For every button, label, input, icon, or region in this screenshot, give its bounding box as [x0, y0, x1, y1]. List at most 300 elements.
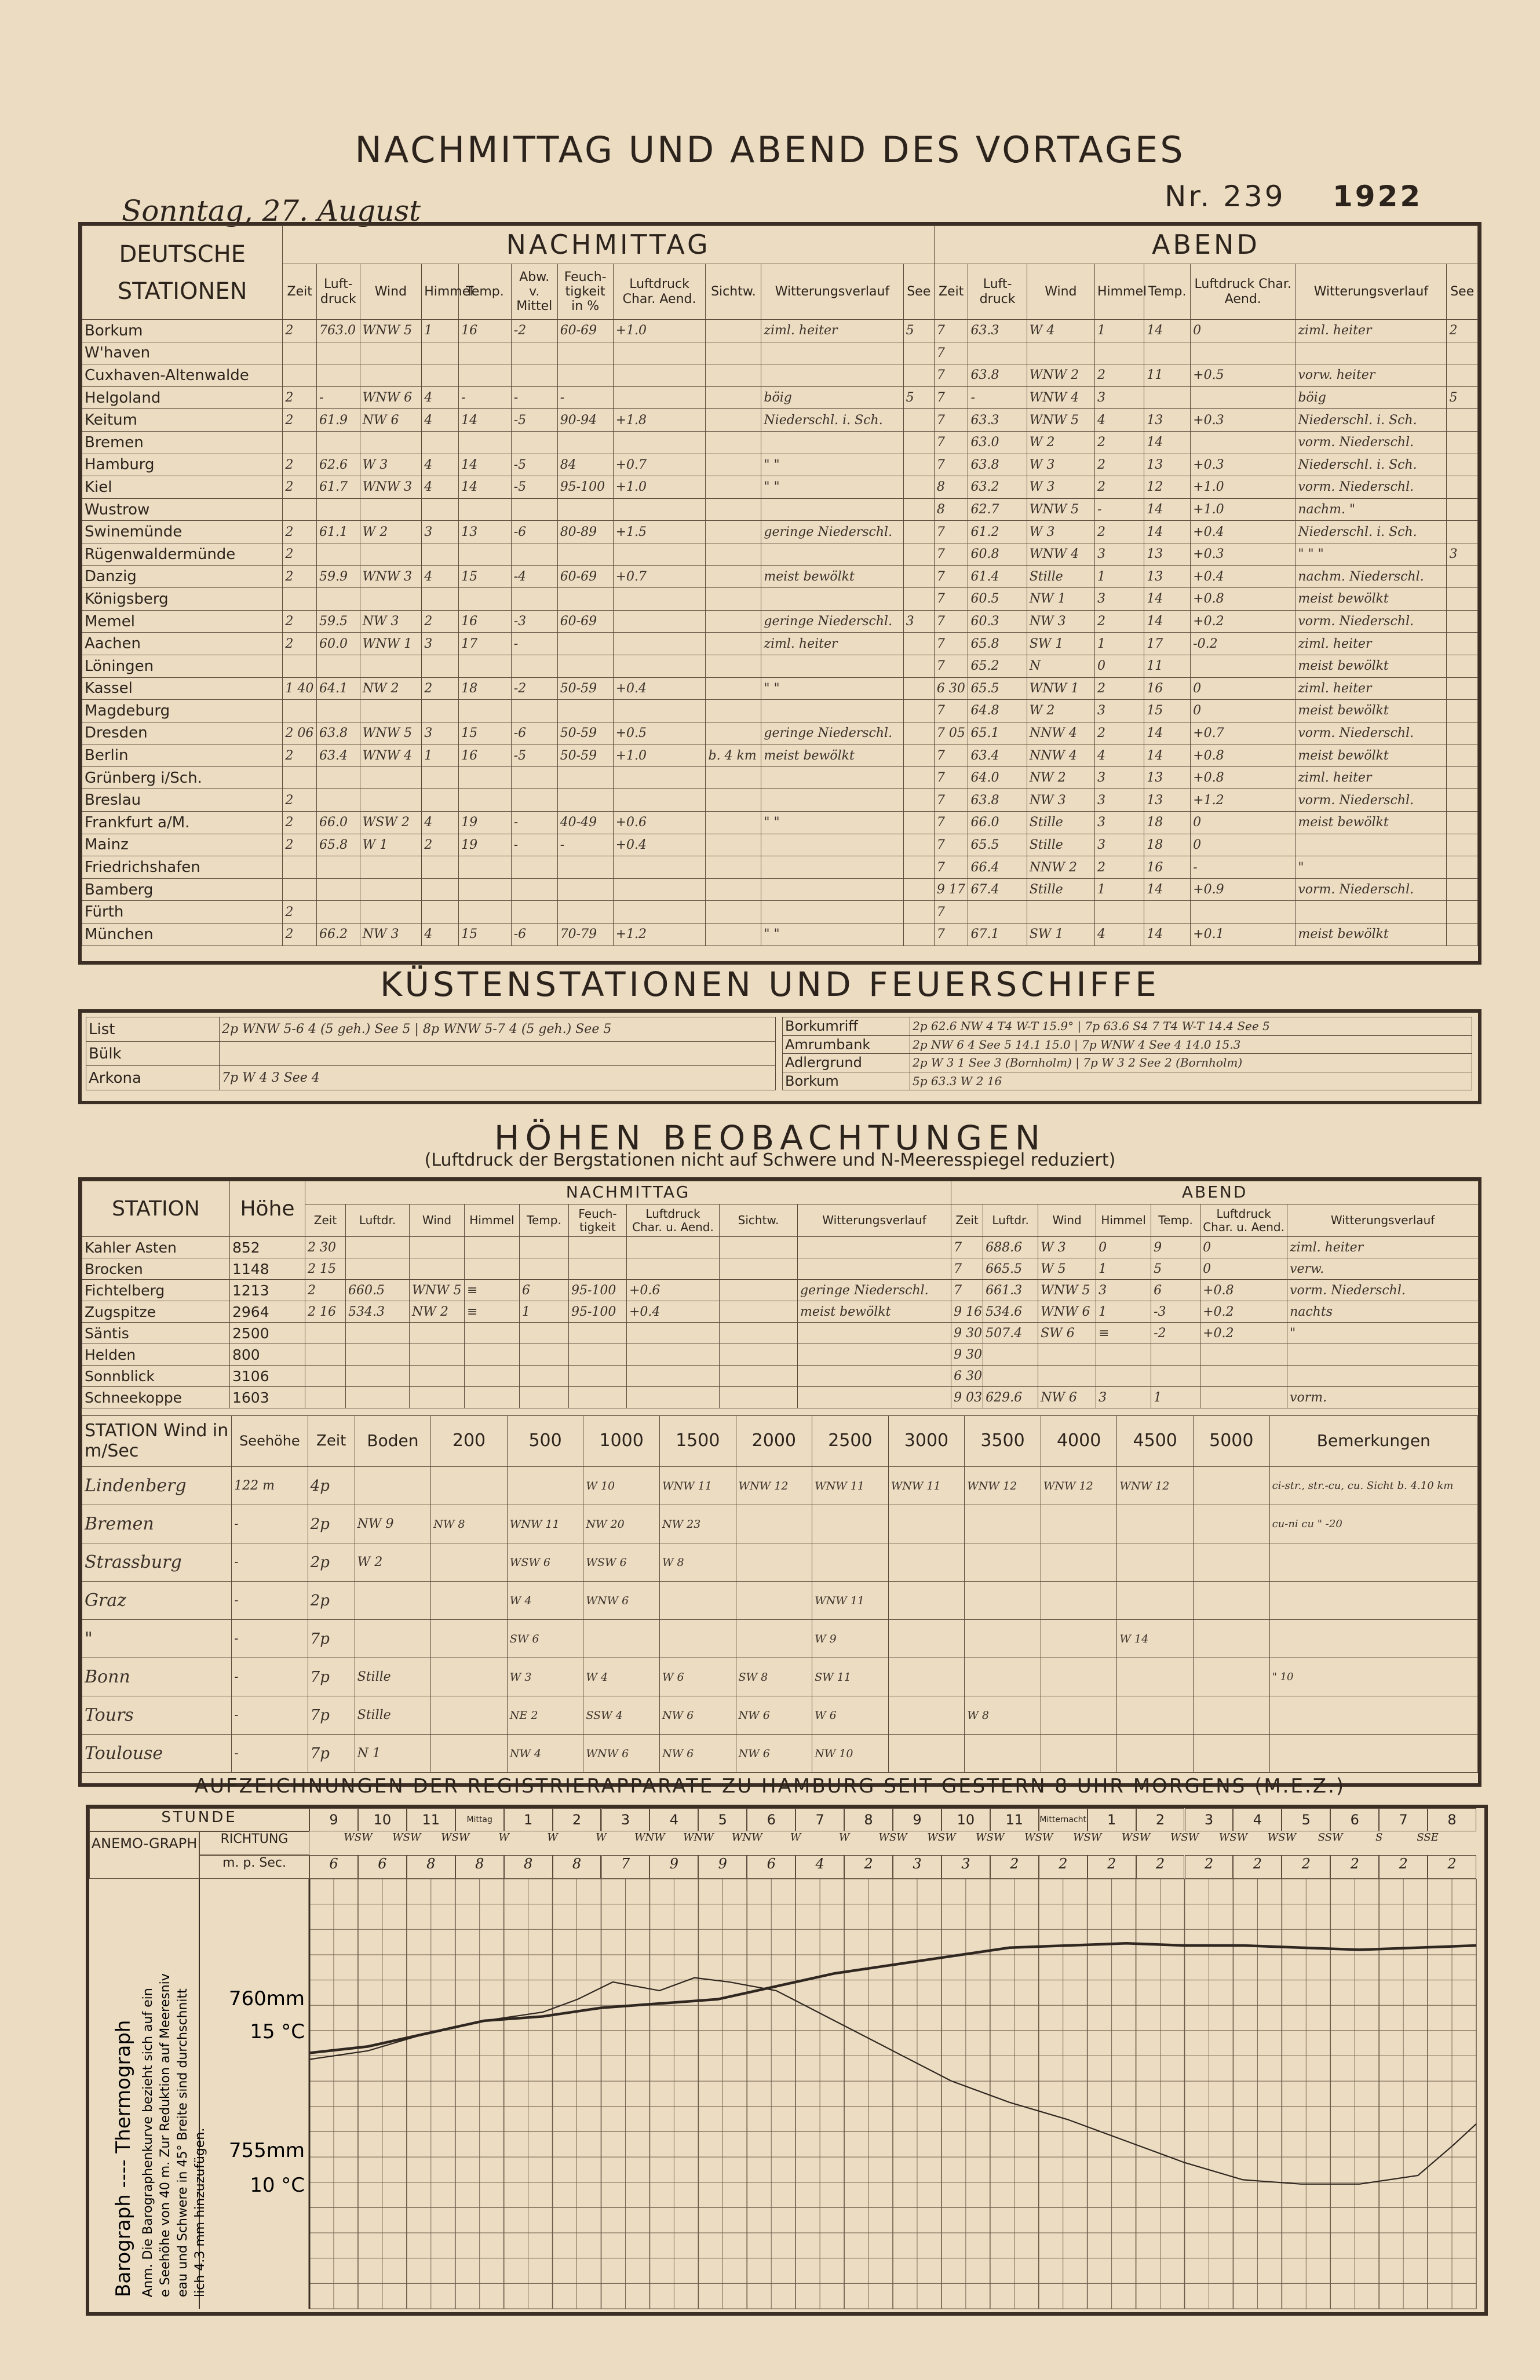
ab-cell: 7 — [934, 834, 968, 856]
coast-entry: 5p 63.3 W 2 16 — [910, 1072, 1472, 1090]
hoehen-nm-cell: 1 — [520, 1301, 569, 1323]
hoehen-nm-cell: ≡ — [465, 1301, 520, 1323]
table-row — [82, 1543, 1478, 1582]
ab-cell: +0.5 — [1191, 364, 1296, 387]
wind-level-cell — [888, 1735, 965, 1773]
wind-speed-value: 7 — [601, 1855, 650, 1879]
nm-cell — [706, 588, 761, 611]
ab-cell: 8 — [934, 476, 968, 499]
hoehen-abend-header: ABEND — [951, 1181, 1479, 1204]
ab-cell: +0.3 — [1191, 454, 1296, 476]
wind-level-cell — [736, 1505, 812, 1543]
ab-cell: 0 — [1191, 320, 1296, 342]
wind-level-cell: NW 6 — [659, 1696, 736, 1735]
station-name: Hamburg — [82, 454, 283, 476]
hoehen-nm-cell — [569, 1366, 627, 1387]
coast-entry: 7p W 4 3 See 4 — [220, 1066, 776, 1090]
nm-cell: 3 — [422, 633, 459, 655]
hoehen-ab-cell: 0 — [1096, 1237, 1151, 1258]
wind-level-header: 1500 — [659, 1416, 736, 1467]
wind-speed-value: 2 — [1379, 1855, 1428, 1879]
nm-cell — [706, 409, 761, 432]
ab-cell: 67.1 — [968, 923, 1027, 946]
ab-cell: ziml. heiter — [1296, 766, 1447, 789]
nm-cell: 4 — [422, 409, 459, 432]
wind-direction-value: WSW — [927, 1831, 956, 1844]
table-row — [82, 386, 1478, 409]
table-row — [82, 588, 1478, 611]
nm-cell — [422, 655, 459, 677]
nm-cell — [360, 364, 422, 387]
ab-cell: 4 — [1094, 744, 1144, 767]
nm-cell: 95-100 — [557, 476, 613, 499]
hoehen-ab-cell — [1151, 1344, 1200, 1366]
nm-cell: -6 — [511, 923, 557, 946]
wind-level-cell — [431, 1467, 508, 1505]
nm-cell — [706, 700, 761, 722]
ab-cell: W 3 — [1027, 454, 1094, 476]
wind-level-cell: WNW 11 — [507, 1505, 583, 1543]
nm-cell — [283, 588, 317, 611]
nm-cell — [511, 766, 557, 789]
wind-boden: W 2 — [355, 1543, 431, 1582]
ab-cell: 3 — [1094, 789, 1144, 812]
wind-level-cell — [888, 1543, 965, 1582]
wind-level-cell: WNW 11 — [888, 1467, 965, 1505]
nm-cell: 61.1 — [317, 521, 360, 543]
wind-speed-value: 8 — [407, 1855, 455, 1879]
nm-cell — [903, 454, 934, 476]
ab-cell: 3 — [1094, 766, 1144, 789]
nm-cell — [422, 342, 459, 364]
hoehen-ab-cell: 3 — [1096, 1280, 1151, 1301]
nm-cell: 1 40 — [283, 677, 317, 700]
wind-level-cell — [431, 1735, 508, 1773]
nm-cell: +1.8 — [613, 409, 706, 432]
nm-cell: 50-59 — [557, 722, 613, 744]
wind-level-cell — [431, 1582, 508, 1620]
nm-cell — [317, 543, 360, 565]
wind-level-header: 3500 — [965, 1416, 1041, 1467]
ab-cell: 7 — [934, 431, 968, 454]
wind-level-cell: W 14 — [1117, 1620, 1194, 1658]
mountain-station: Säntis — [82, 1323, 230, 1344]
ab-cell — [1447, 565, 1478, 588]
nm-cell — [706, 364, 761, 387]
ab-cell: NNW 2 — [1027, 856, 1094, 879]
ab-cell: 17 — [1144, 633, 1191, 655]
nm-cell — [317, 766, 360, 789]
nm-cell — [511, 789, 557, 812]
hoehen-nm-cell — [346, 1323, 410, 1344]
nm-cell: 15 — [459, 722, 512, 744]
station-name: Swinemünde — [82, 521, 283, 543]
ab-cell — [1447, 454, 1478, 476]
coast-station: Amrumbank — [783, 1035, 910, 1054]
ab-cell: 3 — [1447, 543, 1478, 565]
hoehen-nm-col-header: Zeit — [305, 1204, 346, 1237]
wind-direction-value: W — [498, 1831, 509, 1844]
ab-cell: +0.8 — [1191, 588, 1296, 611]
hour-label: 6 — [747, 1808, 795, 1831]
nm-cell — [360, 431, 422, 454]
nm-cell: böig — [761, 386, 903, 409]
wind-level-cell — [888, 1582, 965, 1620]
hoehen-nm-cell — [627, 1366, 720, 1387]
wind-level-cell: WNW 12 — [965, 1467, 1041, 1505]
nm-cell: 4 — [422, 565, 459, 588]
hoehen-nm-cell — [798, 1366, 951, 1387]
table-row — [82, 878, 1478, 901]
hour-label: 8 — [844, 1808, 893, 1831]
ab-cell: 60.5 — [968, 588, 1027, 611]
nm-cell — [459, 789, 512, 812]
nm-cell: WNW 3 — [360, 565, 422, 588]
station-name: Danzig — [82, 565, 283, 588]
ab-cell: nachm. Niederschl. — [1296, 565, 1447, 588]
ab-cell: 7 — [934, 700, 968, 722]
station-name: W'haven — [82, 342, 283, 364]
ab-cell — [1447, 677, 1478, 700]
hoehen-ab-cell: 9 30 — [951, 1323, 983, 1344]
station-name: Rügenwaldermünde — [82, 543, 283, 565]
wind-level-cell — [1041, 1735, 1117, 1773]
nm-cell — [360, 766, 422, 789]
hoehen-nm-cell — [410, 1344, 465, 1366]
nm-cell — [903, 856, 934, 879]
ab-cell — [1447, 901, 1478, 923]
ab-cell: 4 — [1094, 923, 1144, 946]
ab-cell — [1447, 476, 1478, 499]
nm-cell: 64.1 — [317, 677, 360, 700]
ab-cell — [1447, 878, 1478, 901]
station-altitude: 800 — [230, 1344, 305, 1366]
wind-level-cell — [659, 1582, 736, 1620]
wind-station: Strassburg — [82, 1543, 232, 1582]
ab-cell: 7 — [934, 789, 968, 812]
hoehen-nm-cell — [720, 1301, 798, 1323]
nm-cell — [706, 677, 761, 700]
hour-label: 9 — [893, 1808, 941, 1831]
ab-cell: W 2 — [1027, 700, 1094, 722]
hoehen-nm-cell: meist bewölkt — [798, 1301, 951, 1323]
nm-cell: 15 — [459, 923, 512, 946]
wind-level-header: 2000 — [736, 1416, 812, 1467]
ab-cell — [1094, 342, 1144, 364]
station-name: München — [82, 923, 283, 946]
nm-cell — [317, 431, 360, 454]
nm-cell: 2 — [283, 476, 317, 499]
ab-cell: 7 — [934, 655, 968, 677]
station-name: Königsberg — [82, 588, 283, 611]
hoehen-ab-col-header: Luftdr. — [983, 1204, 1038, 1237]
nm-cell: 2 — [283, 744, 317, 767]
ab-cell: 14 — [1144, 610, 1191, 633]
coast-station: Bülk — [86, 1042, 220, 1066]
nm-cell — [613, 364, 706, 387]
nm-cell — [761, 498, 903, 521]
nm-cell — [422, 878, 459, 901]
ab-cell: 11 — [1144, 364, 1191, 387]
nm-cell: 14 — [459, 454, 512, 476]
nm-cell — [317, 901, 360, 923]
wind-level-cell: W 6 — [812, 1696, 889, 1735]
wind-zeit: 7p — [308, 1696, 355, 1735]
ab-col-header: Witterungsverlauf — [1296, 264, 1447, 320]
nm-cell: 70-79 — [557, 923, 613, 946]
wind-col-seehoehe: Seehöhe — [232, 1416, 308, 1467]
coast-row — [783, 1017, 1472, 1036]
nm-cell: - — [511, 633, 557, 655]
nm-cell: 2 — [283, 610, 317, 633]
nm-cell: 2 06 — [283, 722, 317, 744]
nm-cell: " " — [761, 812, 903, 834]
nm-cell: 62.6 — [317, 454, 360, 476]
hoehen-ab-cell: vorm. — [1287, 1387, 1479, 1408]
wind-level-cell: NW 20 — [583, 1505, 660, 1543]
wind-direction-value: WSW — [392, 1831, 421, 1844]
nm-cell: ziml. heiter — [761, 320, 903, 342]
hoehen-ab-col-header: Himmel — [1096, 1204, 1151, 1237]
ab-cell: W 3 — [1027, 521, 1094, 543]
ab-cell — [1191, 655, 1296, 677]
wind-remark — [1269, 1735, 1477, 1773]
hoehen-ab-col-header: Luftdruck Char. u. Aend. — [1200, 1204, 1287, 1237]
nm-cell: b. 4 km — [706, 744, 761, 767]
station-name: Bremen — [82, 431, 283, 454]
coast-row — [86, 1066, 776, 1090]
wind-level-header: 500 — [507, 1416, 583, 1467]
ab-cell: nachm. " — [1296, 498, 1447, 521]
hoehen-nm-cell: +0.6 — [627, 1280, 720, 1301]
hoehen-ab-cell: 1 — [1151, 1387, 1200, 1408]
wind-station: Lindenberg — [82, 1467, 232, 1505]
wind-level-cell — [431, 1620, 508, 1658]
wind-level-cell — [888, 1620, 965, 1658]
table-row — [82, 1467, 1478, 1505]
table-row — [82, 1344, 1479, 1366]
wind-remark: cu-ni cu " -20 — [1269, 1505, 1477, 1543]
coast-station: Arkona — [86, 1066, 220, 1090]
nm-cell — [317, 878, 360, 901]
nm-cell: 2 — [422, 834, 459, 856]
speed-label: m. p. Sec. — [199, 1855, 309, 1879]
hoehen-nm-cell: 95-100 — [569, 1280, 627, 1301]
ab-cell: 65.5 — [968, 677, 1027, 700]
nm-cell: geringe Niederschl. — [761, 610, 903, 633]
ab-cell: SW 1 — [1027, 633, 1094, 655]
nm-cell — [557, 789, 613, 812]
wind-direction-value: WSW — [878, 1831, 907, 1844]
nm-cell: 763.0 — [317, 320, 360, 342]
nm-cell — [511, 700, 557, 722]
ab-cell: +1.0 — [1191, 498, 1296, 521]
ab-cell: 14 — [1144, 722, 1191, 744]
nm-cell: 14 — [459, 409, 512, 432]
table-row — [82, 320, 1478, 342]
hoehen-nm-cell — [410, 1366, 465, 1387]
hoehen-nm-cell: WNW 5 — [410, 1280, 465, 1301]
ab-cell: 9 17 — [934, 878, 968, 901]
nm-cell — [613, 431, 706, 454]
nachmittag-header: NACHMITTAG — [283, 226, 934, 264]
wind-direction-value: WSW — [976, 1831, 1005, 1844]
hoehen-ab-cell: W 5 — [1038, 1258, 1096, 1280]
hour-label: 11 — [407, 1808, 455, 1831]
ab-cell: Stille — [1027, 878, 1094, 901]
wind-level-cell — [1117, 1658, 1194, 1696]
nm-cell — [557, 498, 613, 521]
wind-level-cell — [1117, 1582, 1194, 1620]
hoehen-nm-cell — [627, 1344, 720, 1366]
coast-station: Borkumriff — [783, 1017, 910, 1036]
nm-cell: NW 3 — [360, 610, 422, 633]
hoehen-ab-col-header: Wind — [1038, 1204, 1096, 1237]
hoehen-ab-cell: NW 6 — [1038, 1387, 1096, 1408]
ab-cell: +0.7 — [1191, 722, 1296, 744]
nm-cell — [459, 700, 512, 722]
ab-cell — [1191, 386, 1296, 409]
wind-station: Toulouse — [82, 1735, 232, 1773]
mountain-station: Fichtelberg — [82, 1280, 230, 1301]
hour-label: Mitternacht — [1039, 1808, 1088, 1831]
hoehen-ab-cell: 665.5 — [983, 1258, 1038, 1280]
nm-cell — [706, 834, 761, 856]
hoehen-ab-cell: +0.2 — [1200, 1323, 1287, 1344]
ab-cell: 63.2 — [968, 476, 1027, 499]
ab-cell: 64.8 — [968, 700, 1027, 722]
wind-level-header: 1000 — [583, 1416, 660, 1467]
wind-direction-value: W — [596, 1831, 607, 1844]
hoehen-nm-col-header: Luftdr. — [346, 1204, 410, 1237]
ab-cell: vorm. Niederschl. — [1296, 431, 1447, 454]
ab-cell: 7 — [934, 744, 968, 767]
wind-seehoehe: - — [232, 1696, 308, 1735]
nm-cell — [903, 812, 934, 834]
wind-level-cell — [1194, 1658, 1270, 1696]
hoehen-ab-cell — [1287, 1344, 1479, 1366]
wind-level-cell — [1041, 1582, 1117, 1620]
ab-cell: 67.4 — [968, 878, 1027, 901]
wind-speed-value: 3 — [893, 1855, 941, 1879]
nm-cell — [613, 386, 706, 409]
nm-cell — [903, 700, 934, 722]
wind-level-cell — [507, 1467, 583, 1505]
wind-level-cell — [1194, 1696, 1270, 1735]
ab-cell: 66.0 — [968, 812, 1027, 834]
nm-cell: 63.8 — [317, 722, 360, 744]
hoehen-nachmittag-header: NACHMITTAG — [305, 1181, 951, 1204]
hoehen-ab-cell — [1151, 1366, 1200, 1387]
mountain-station: Brocken — [82, 1258, 230, 1280]
nm-cell — [283, 431, 317, 454]
ab-cell — [1447, 498, 1478, 521]
wind-level-cell — [1117, 1543, 1194, 1582]
table-row — [82, 1735, 1478, 1773]
nm-cell — [613, 543, 706, 565]
nm-cell — [557, 431, 613, 454]
nm-col-header: Luftdruck Char. Aend. — [613, 264, 706, 320]
ab-cell: +0.3 — [1191, 543, 1296, 565]
nm-cell — [422, 766, 459, 789]
nm-cell — [459, 498, 512, 521]
hour-label: 10 — [358, 1808, 407, 1831]
nm-cell — [459, 431, 512, 454]
wind-level-header: 3000 — [888, 1416, 965, 1467]
hoehen-ab-cell — [1096, 1344, 1151, 1366]
nm-cell: meist bewölkt — [761, 565, 903, 588]
nm-cell — [761, 655, 903, 677]
hoehen-nm-cell — [569, 1258, 627, 1280]
nm-cell — [613, 610, 706, 633]
ab-cell — [1447, 633, 1478, 655]
ab-cell — [1447, 834, 1478, 856]
nm-cell: -2 — [511, 677, 557, 700]
nm-cell: WNW 6 — [360, 386, 422, 409]
wind-level-cell: W 10 — [583, 1467, 660, 1505]
ab-cell: - — [968, 386, 1027, 409]
nm-cell: -5 — [511, 409, 557, 432]
ab-cell: 63.3 — [968, 409, 1027, 432]
nm-cell: -6 — [511, 521, 557, 543]
ab-cell: NW 3 — [1027, 610, 1094, 633]
hoehen-nm-cell: 2 — [305, 1280, 346, 1301]
ab-cell — [1027, 901, 1094, 923]
station-name: Memel — [82, 610, 283, 633]
ab-cell — [1191, 342, 1296, 364]
ab-cell — [1447, 812, 1478, 834]
hour-label: 10 — [941, 1808, 990, 1831]
wind-level-cell — [583, 1620, 660, 1658]
nm-cell — [706, 766, 761, 789]
nm-cell: 4 — [422, 812, 459, 834]
ab-cell: +0.2 — [1191, 610, 1296, 633]
wind-level-cell: WNW 6 — [583, 1735, 660, 1773]
nm-cell: +1.5 — [613, 521, 706, 543]
nm-cell: 15 — [459, 565, 512, 588]
wind-speed-value: 6 — [747, 1855, 795, 1879]
ab-cell: Niederschl. i. Sch. — [1296, 454, 1447, 476]
hour-label: 11 — [990, 1808, 1039, 1831]
ab-cell: - — [1191, 856, 1296, 879]
nm-cell: 13 — [459, 521, 512, 543]
wind-level-cell: NW 23 — [659, 1505, 736, 1543]
ab-cell: NW 2 — [1027, 766, 1094, 789]
wind-zeit: 2p — [308, 1543, 355, 1582]
hoehen-nm-cell: ≡ — [465, 1280, 520, 1301]
nm-cell: 2 — [283, 386, 317, 409]
wind-station: Graz — [82, 1582, 232, 1620]
station-name: Fürth — [82, 901, 283, 923]
hoehen-nm-cell — [520, 1344, 569, 1366]
wind-level-cell — [1194, 1543, 1270, 1582]
nm-cell — [283, 878, 317, 901]
hoehen-ab-cell: +0.2 — [1200, 1301, 1287, 1323]
ab-cell: vorm. Niederschl. — [1296, 610, 1447, 633]
nm-cell — [317, 342, 360, 364]
nm-cell: Niederschl. i. Sch. — [761, 409, 903, 432]
wind-level-header: 4000 — [1041, 1416, 1117, 1467]
ab-cell: W 2 — [1027, 431, 1094, 454]
station-altitude: 1603 — [230, 1387, 305, 1408]
hoehen-ab-cell: WNW 6 — [1038, 1301, 1096, 1323]
ab-cell: 66.4 — [968, 856, 1027, 879]
nm-cell: 40-49 — [557, 812, 613, 834]
hoehen-ab-cell: nachts — [1287, 1301, 1479, 1323]
hoehen-nm-col-header: Feuch-tigkeit — [569, 1204, 627, 1237]
table-row — [82, 1301, 1479, 1323]
ab-cell: 7 — [934, 543, 968, 565]
